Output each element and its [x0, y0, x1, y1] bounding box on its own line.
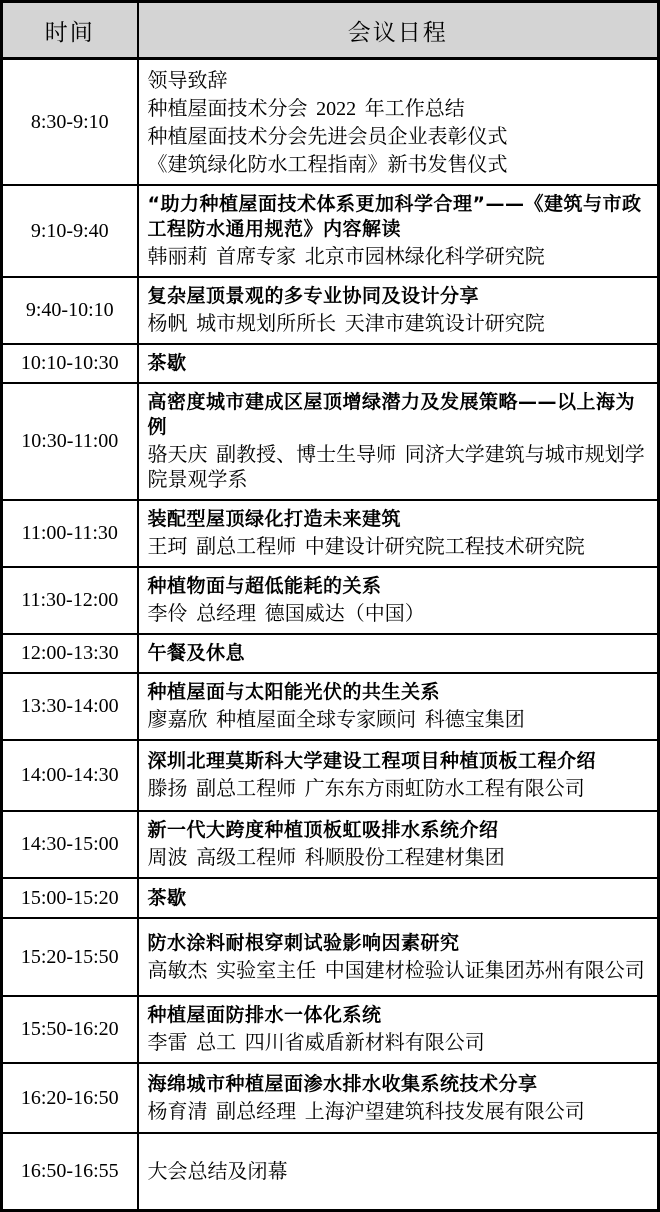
session-detail: 王珂 副总工程师 中建设计研究院工程技术研究院 [147, 536, 585, 558]
session-title: 茶歇 [147, 886, 187, 909]
session-detail: 种植屋面技术分会 2022 年工作总结 [147, 98, 465, 120]
time-cell: 16:20-16:50 [2, 1063, 138, 1133]
time-cell: 10:10-10:30 [2, 344, 138, 383]
schedule-row [2, 59, 659, 186]
agenda-column-header: 会议日程 [138, 2, 659, 59]
time-cell: 15:50-16:20 [2, 996, 138, 1063]
agenda-cell [138, 500, 659, 567]
agenda-cell [138, 185, 659, 277]
schedule-row [2, 344, 659, 383]
header-row [2, 2, 659, 59]
agenda-cell [138, 567, 659, 634]
time-cell: 9:10-9:40 [2, 185, 138, 277]
session-title: 高密度城市建成区屋顶增绿潜力及发展策略——以上海为例 [147, 391, 636, 438]
schedule-row [2, 1133, 659, 1210]
time-cell: 12:00-13:30 [2, 634, 138, 673]
schedule-row [2, 634, 659, 673]
session-title: “助力种植屋面技术体系更加科学合理”——《建筑与市政工程防水通用规范》内容解读 [147, 193, 642, 240]
session-title: 深圳北理莫斯科大学建设工程项目种植顶板工程介绍 [147, 750, 597, 772]
session-detail: 杨育清 副总经理 上海沪望建筑科技发展有限公司 [147, 1100, 585, 1123]
session-title: 茶歇 [147, 352, 187, 374]
schedule-row [2, 878, 659, 918]
schedule-row [2, 673, 659, 740]
session-detail: 《建筑绿化防水工程指南》新书发售仪式 [147, 154, 508, 176]
schedule-row [2, 996, 659, 1063]
agenda-cell [138, 1063, 659, 1133]
schedule-row [2, 811, 659, 878]
time-cell: 10:30-11:00 [2, 383, 138, 500]
time-cell: 9:40-10:10 [2, 277, 138, 344]
agenda-cell [138, 996, 659, 1063]
schedule-row [2, 185, 659, 277]
session-title: 午餐及休息 [147, 642, 246, 664]
time-cell: 11:30-12:00 [2, 567, 138, 634]
schedule-header [2, 2, 659, 59]
session-title: 种植物面与超低能耗的关系 [147, 575, 382, 597]
session-detail: 骆天庆 副教授、博士生导师 同济大学建筑与城市规划学院景观学系 [147, 444, 645, 491]
session-detail: 周波 高级工程师 科顺股份工程建材集团 [147, 847, 505, 869]
session-detail: 李伶 总经理 德国威达（中国） [147, 603, 425, 625]
session-detail: 李雷 总工 四川省威盾新材料有限公司 [147, 1032, 485, 1054]
time-column-header: 时间 [2, 2, 138, 59]
schedule-row [2, 1063, 659, 1133]
time-cell: 16:50-16:55 [2, 1133, 138, 1210]
agenda-cell [138, 918, 659, 996]
schedule-row [2, 500, 659, 567]
time-cell: 13:30-14:00 [2, 673, 138, 740]
session-detail: 高敏杰 实验室主任 中国建材检验认证集团苏州有限公司 [147, 959, 645, 982]
time-cell: 14:30-15:00 [2, 811, 138, 878]
agenda-cell [138, 344, 659, 383]
session-detail: 种植屋面技术分会先进会员企业表彰仪式 [147, 126, 508, 148]
session-title: 防水涂料耐根穿刺试验影响因素研究 [147, 931, 460, 954]
agenda-cell [138, 383, 659, 500]
schedule-row [2, 740, 659, 811]
schedule-row [2, 383, 659, 500]
session-title: 种植屋面与太阳能光伏的共生关系 [147, 681, 441, 703]
session-title: 装配型屋顶绿化打造未来建筑 [147, 508, 402, 530]
agenda-cell [138, 277, 659, 344]
session-detail: 领导致辞 [147, 70, 228, 92]
agenda-cell [138, 634, 659, 673]
time-cell: 14:00-14:30 [2, 740, 138, 811]
session-title: 种植屋面防排水一体化系统 [147, 1004, 382, 1026]
schedule-row [2, 567, 659, 634]
session-title: 海绵城市种植屋面渗水排水收集系统技术分享 [147, 1072, 538, 1095]
session-detail: 廖嘉欣 种植屋面全球专家顾问 科德宝集团 [147, 709, 525, 731]
schedule-row [2, 277, 659, 344]
schedule-row [2, 918, 659, 996]
agenda-cell [138, 878, 659, 918]
session-detail: 大会总结及闭幕 [147, 1161, 288, 1184]
session-title: 复杂屋顶景观的多专业协同及设计分享 [147, 285, 480, 307]
session-detail: 杨帆 城市规划所所长 天津市建筑设计研究院 [147, 313, 545, 335]
time-cell: 11:00-11:30 [2, 500, 138, 567]
schedule-body [2, 59, 659, 1211]
session-detail: 韩丽莉 首席专家 北京市园林绿化科学研究院 [147, 246, 545, 268]
agenda-cell [138, 811, 659, 878]
agenda-cell [138, 1133, 659, 1210]
agenda-cell [138, 740, 659, 811]
session-title: 新一代大跨度种植顶板虹吸排水系统介绍 [147, 819, 499, 841]
agenda-cell [138, 59, 659, 186]
session-detail: 滕扬 副总工程师 广东东方雨虹防水工程有限公司 [147, 778, 585, 800]
time-cell: 15:20-15:50 [2, 918, 138, 996]
agenda-cell [138, 673, 659, 740]
time-cell: 15:00-15:20 [2, 878, 138, 918]
time-cell: 8:30-9:10 [2, 59, 138, 186]
